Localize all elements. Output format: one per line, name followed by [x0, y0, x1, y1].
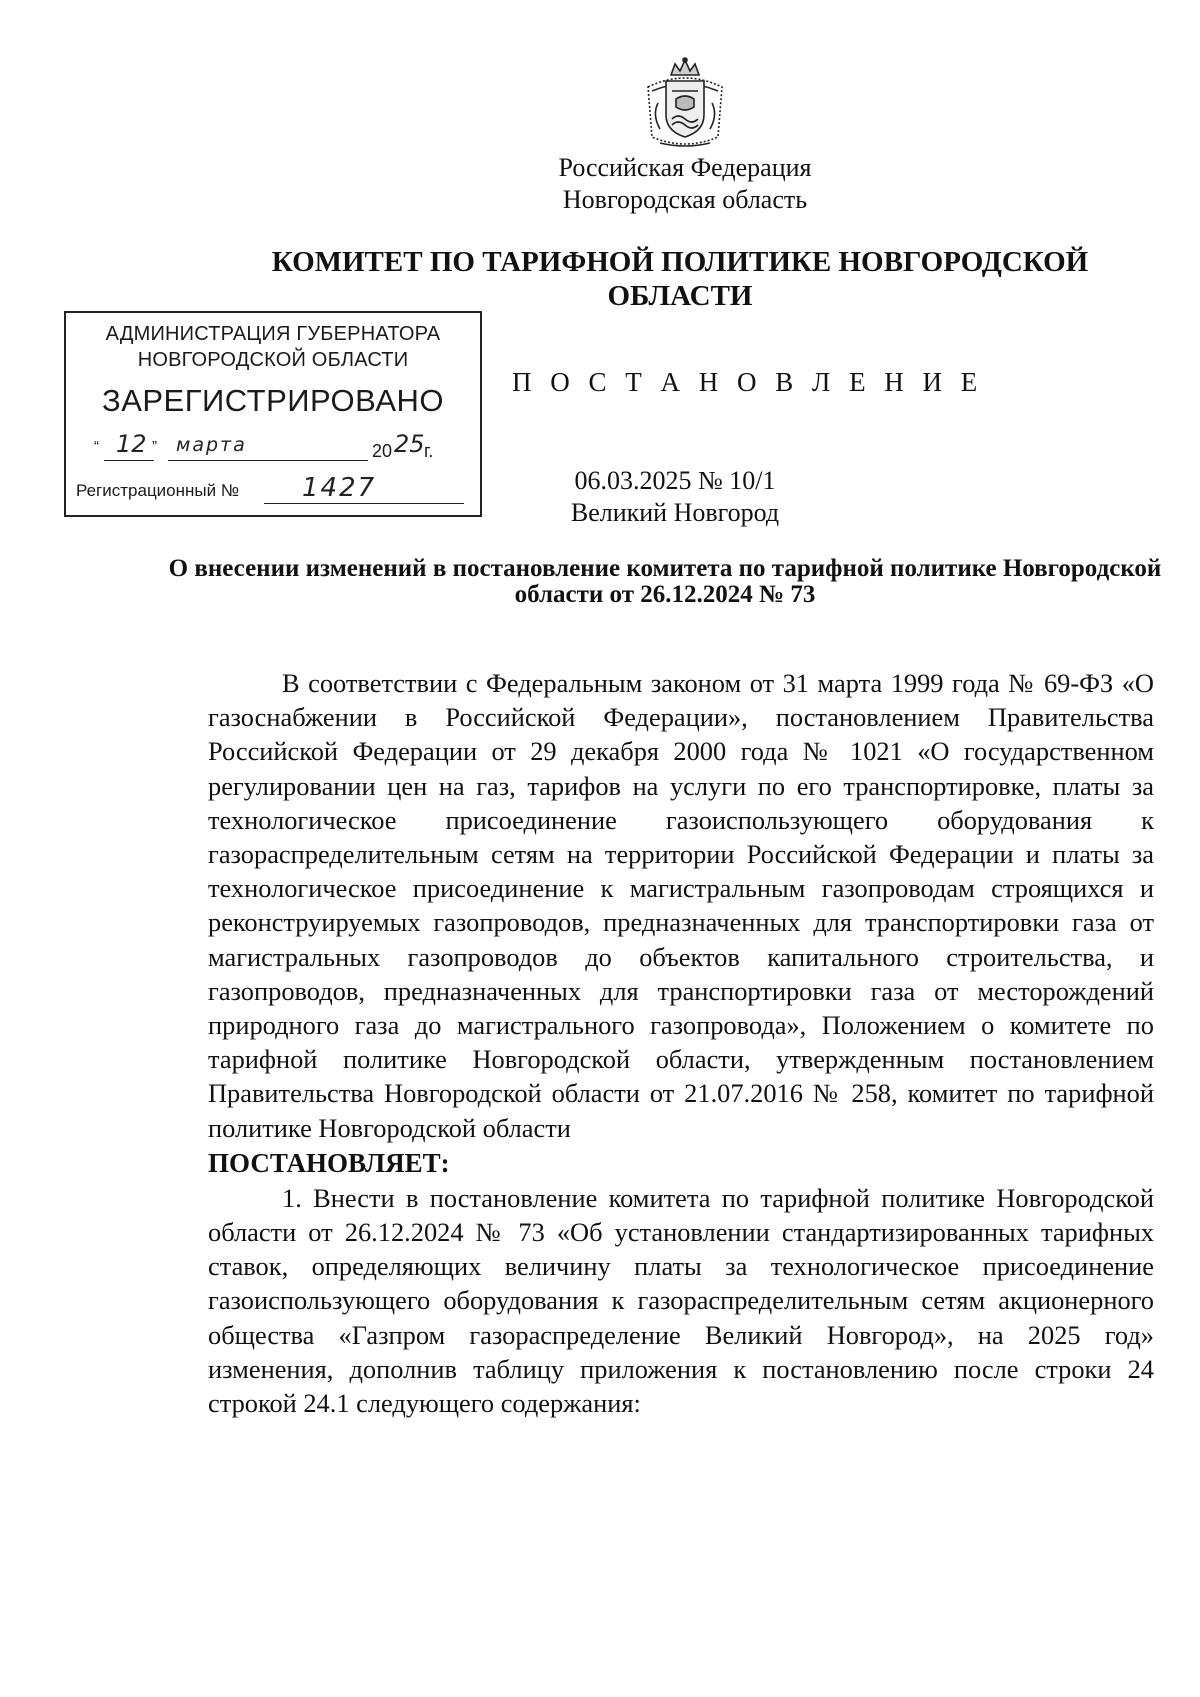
document-number-block: [540, 465, 810, 529]
stamp-status: ЗАРЕГИСТРИРОВАНО: [101, 383, 444, 418]
decree-heading: ПОСТАНОВЛЯЕТ:: [208, 1147, 450, 1178]
preamble-paragraph: В соответствии с Федеральным законом от 31 марта 1999 года № 69-ФЗ «О газоснабжении в Российской Федерации», постановлением Правительства Российской Федерации от 29 декабря 2000 года № 1021 «О государственном регулировании цен на газ, тарифов на услуги по его транспортировке, платы за технологическое присоединение газоиспользующего оборудования к газораспределительным сетям на территории Российской Федерации и платы за технологическое присоединение к магистральным газопроводам строящихся и реконструируемых газопроводов, предназначенных для транспортировки газа от магистральных газопроводов до объектов капитального строительства, и газопроводов, предназначенных для транспортировки газа от месторождений природного газа до магистрального газопровода», Положением о комитете по тарифной политике Новгородской области, утвержденным постановлением Правительства Новгородской области от 21.07.2016 № 258, комитет по тарифной политике Новгородской области: [208, 668, 1154, 1143]
stamp-date-line: “ 12 ” марта 20 25 г.: [94, 430, 434, 461]
stamp-month: марта: [176, 434, 247, 456]
stamp-day: 12: [116, 430, 147, 458]
committee-title: КОМИТЕТ ПО ТАРИФНОЙ ПОЛИТИКЕ НОВГОРОДСКОЙ ОБЛАСТИ: [271, 246, 1089, 312]
country-region-block: [480, 152, 890, 216]
stamp-year-prefix: 20: [372, 441, 393, 461]
document-city: Великий Новгород: [570, 498, 780, 527]
document-type: П О С Т А Н О В Л Е Н И Е: [512, 367, 984, 397]
stamp-authority-line2: НОВГОРОДСКОЙ ОБЛАСТИ: [137, 349, 409, 371]
document-body: [208, 666, 1154, 1420]
document-number: 06.03.2025 № 10/1: [574, 466, 776, 495]
stamp-authority: [66, 321, 480, 373]
country-name: Российская Федерация: [558, 153, 812, 182]
stamp-reg-number: 1427: [302, 473, 377, 503]
stamp-year-unit: г.: [424, 441, 434, 461]
item-1-paragraph: 1. Внести в постановление комитета по тарифной политике Новгородской области от 26.12.2024 № 73 «Об установлении стандартизированных тарифных ставок, определяющих величину платы за технологическое присоединение газоиспользующего оборудования к газораспределительным сетям акционерного общества «Газпром газораспределение Великий Новгород», на 2025 год» изменения, дополнив таблицу приложения к постановлению после строки 24 строкой 24.1 следующего содержания:: [208, 1182, 1154, 1419]
document-subject: О внесении изменений в постановление комитета по тарифной политике Новгородской области от 26.12.2024 № 73: [168, 555, 1162, 608]
region-name: Новгородская область: [562, 185, 808, 214]
stamp-registration-number: [76, 473, 476, 509]
stamp-year-suffix: 25: [394, 430, 425, 458]
stamp-authority-line1: АДМИНИСТРАЦИЯ ГУБЕРНАТОРА: [105, 323, 441, 345]
coat-of-arms-emblem: [638, 55, 732, 151]
registration-stamp: [64, 311, 482, 517]
stamp-reg-label: Регистрационный №: [76, 481, 240, 500]
